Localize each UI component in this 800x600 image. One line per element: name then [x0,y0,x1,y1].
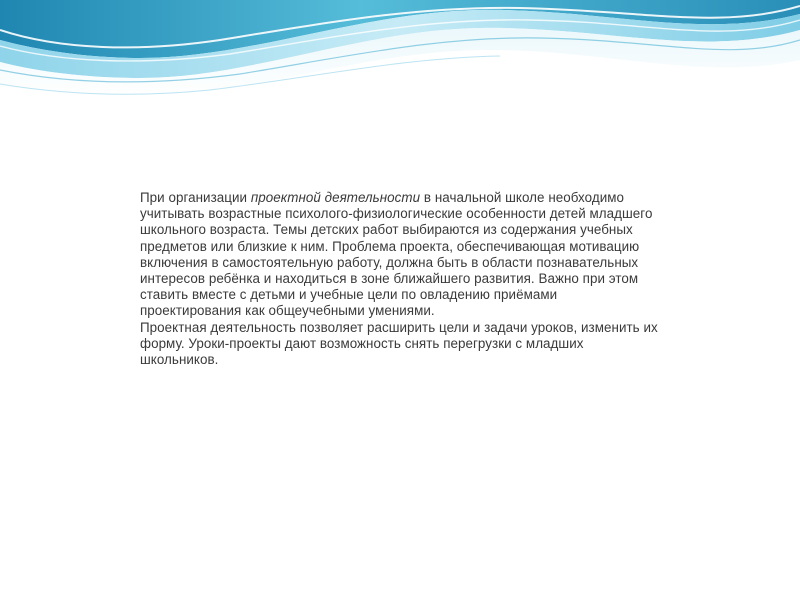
paragraph-2: Проектная деятельность позволяет расширить цели и задачи уроков, изменить их форму. Уроки-проекты дают возможность снять перегрузки с младших школьников. [140,319,658,368]
slide-body-text [140,190,660,368]
paragraph-1-emphasis: проектной деятельности [250,190,421,205]
paragraph-1-lead: При организации [140,190,251,205]
paragraph-1-rest: в начальной школе необходимо учитывать возрастные психолого-физиологические особенности детей младшего школьного возраста. Темы детских работ выбираются из содержания учебных предметов или близкие к ним. Проблема проекта, обеспечивающая мотивацию включения в самостоятельную работу, должна быть в области познавательных интересов ребёнка и находиться в зоне ближайшего развития. Важно при этом ставить вместе с детьми и учебные цели по овладению приёмами проектирования как общеучебными умениями. [140,190,653,319]
decorative-wave-header [0,0,800,110]
paragraph-1 [140,190,660,320]
